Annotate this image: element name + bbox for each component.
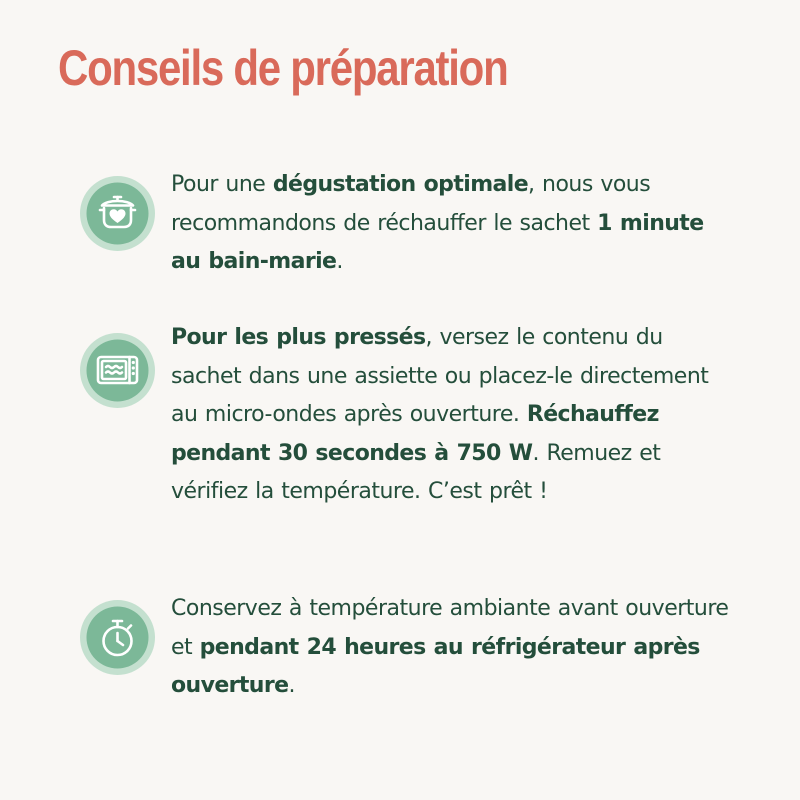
tip-text-segment: , nous vous recommandons de réchauffer le sachet [171,172,651,236]
stopwatch-icon [80,600,155,675]
tip-text [171,319,736,512]
tip-text-bold-segment: 1 minute au bain-marie [171,210,704,274]
tip-text-segment: , versez le contenu du sachet dans une assiette ou placez-le directement au micro-ondes après ouverture. [171,325,709,427]
tip-text-bold-segment: pendant 24 heures au réfrigérateur après ouverture [171,634,700,698]
page-title: Conseils de préparation [58,40,508,96]
tip-text-bold-segment: dégustation optimale [272,172,529,197]
tip-text-segment: . [288,673,295,698]
tip-text-bold-segment: Pour les plus pressés [171,325,426,350]
tip-text-segment: Conservez à température ambiante avant ouverture et [171,596,729,660]
cooking-pot-heart-icon [80,176,155,251]
tip-text [171,590,736,706]
tip-text-segment: Pour une [171,172,273,197]
tip-text-segment: . [336,249,343,274]
tip-text-bold-segment: Réchauffez pendant 30 secondes à 750 W [171,402,659,466]
tip-text [171,166,736,282]
microwave-icon [80,333,155,408]
tip-text-segment: . Remuez et vérifiez la température. C’est prêt ! [171,440,661,504]
